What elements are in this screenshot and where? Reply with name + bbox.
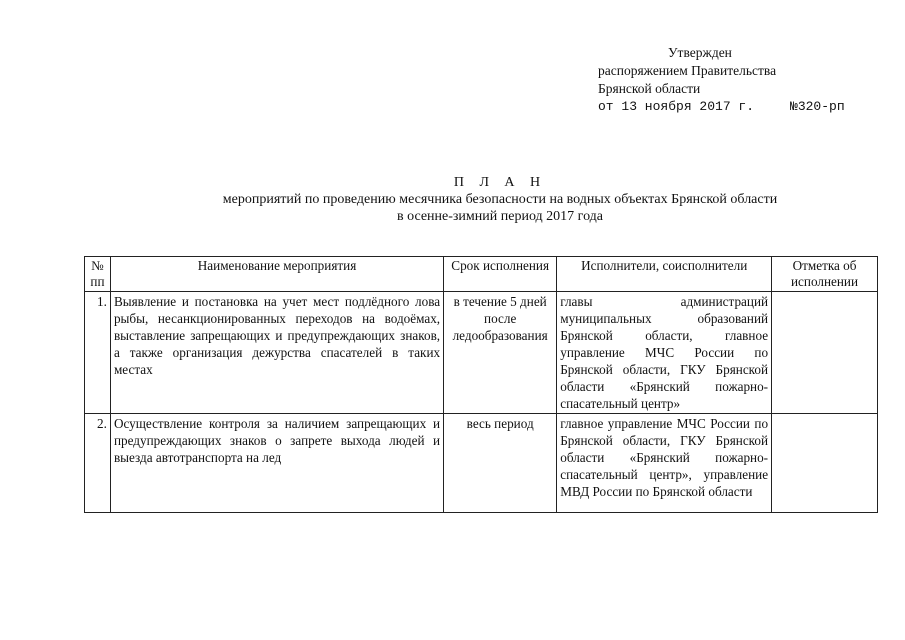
row-executors: главное управление МЧС России по Брянской области, ГКУ Брянской области «Брянский пожарно-спасательный центр», управление МВД России по Брянской области [557,414,772,513]
header-executors: Исполнители, соисполнители [557,257,772,292]
row-mark [772,414,878,513]
plan-subtitle-2: в осенне-зимний период 2017 года [396,209,604,224]
row-number: 1. [85,292,111,414]
row-term: весь период [444,414,557,513]
approval-title: Утвержден [668,45,732,60]
approval-number: №320-рп [790,99,845,114]
header-mark: Отметка об исполнении [772,257,878,292]
approval-date-line [598,98,845,116]
row-event-name: Осуществление контроля за наличием запрещающих и предупреждающих знаков о запрете выхода людей и выезда автотранспорта на лед [110,414,443,513]
approval-block [598,44,845,116]
approval-date: от 13 ноября 2017 г. [598,99,755,114]
row-number: 2. [85,414,111,513]
table-row [85,292,878,414]
row-term: в течение 5 дней после ледообразования [444,292,557,414]
row-mark [772,292,878,414]
plan-title: П Л А Н [453,175,547,190]
header-name: Наименование мероприятия [110,257,443,292]
header-no: № пп [85,257,111,292]
plan-subtitle-1: мероприятий по проведению месячника безопасности на водных объектах Брянской области [222,192,778,207]
plan-heading [150,174,850,225]
table-header-row [85,257,878,292]
row-executors: главы администраций муниципальных образований Брянской области, главное управление МЧС России по Брянской области, ГКУ Брянской области «Брянский пожарно-спасательный центр» [557,292,772,414]
plan-table [84,256,878,513]
row-event-name: Выявление и постановка на учет мест подлёдного лова рыбы, несанкционированных переходов на водоёмах, выставление запрещающих и предупреждающих знаков, а также организация дежурства спасателей в таких местах [110,292,443,414]
header-term: Срок исполнения [444,257,557,292]
table-row [85,414,878,513]
approval-line-2: Брянской области [598,81,701,96]
approval-line-1: распоряжением Правительства [598,63,777,78]
